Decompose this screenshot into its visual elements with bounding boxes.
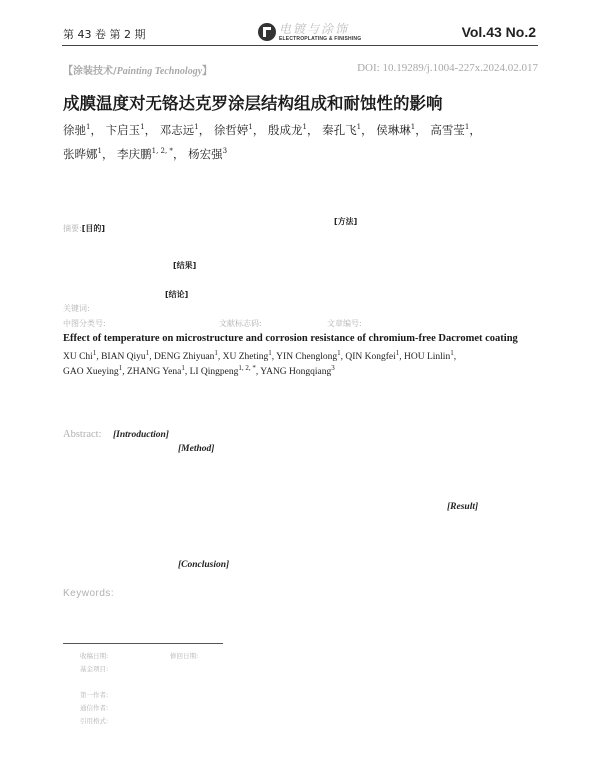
author-cn: 李庆鹏$^{1, 2, *}$ <box>117 147 173 161</box>
author-list-cn: 徐驰$^1$， 卞启玉$^1$， 邓志远$^1$， 徐哲婷$^1$， 殷成龙$^1$， 秦孔飞$^1$， 侯琳琳$^1$， 高雪莹$^1$， 张晔娜$^1$， 李庆鹏$^{1, 2, *}$， 杨宏强$^3$ <box>63 123 481 161</box>
doi[interactable]: DOI: 10.19289/j.1004-227x.2024.02.017 <box>357 62 538 74</box>
author-cn: 卞启玉$^1$ <box>105 123 145 137</box>
abstract-cn-head <box>63 216 105 235</box>
author-en: HOU Linlin$^1$ <box>404 348 454 362</box>
abstract-en-introduction-tag: [Introduction] <box>113 430 169 440</box>
corresponding-author-label: 通信作者: <box>80 704 109 712</box>
article-id-label: 文章编号: <box>327 319 362 328</box>
abstract-cn-objective-tag: [目的] <box>81 224 106 233</box>
journal-logo-en: ELECTROPLATING & FINISHING <box>279 35 362 42</box>
author-cn: 秦孔飞$^1$ <box>322 123 362 137</box>
abstract-cn-result-tag: [结果] <box>173 261 197 270</box>
author-en: XU Zheting$^1$ <box>222 348 272 362</box>
abstract-cn-label: 摘要: <box>63 224 82 233</box>
document-code-label: 文献标志码: <box>219 319 262 328</box>
author-en: XU Chi$^1$ <box>63 348 97 362</box>
author-en: ZHANG Yena$^1$ <box>126 363 185 377</box>
author-cn: 杨宏强$^3$ <box>188 147 228 161</box>
author-en: YIN Chenglong$^1$ <box>276 348 341 362</box>
author-en: LI Qingpeng$^{1, 2, *}$ <box>189 363 256 377</box>
author-en: QIN Kongfei$^1$ <box>345 348 400 362</box>
column-tag <box>63 62 212 77</box>
author-cn: 张晔娜$^1$ <box>63 147 102 161</box>
author-cn: 侯琳琳$^1$ <box>376 123 416 137</box>
author-en: YANG Hongqiang$^3$ <box>260 363 335 377</box>
abstract-en-method-tag: [Method] <box>178 444 215 454</box>
header-divider <box>62 45 538 46</box>
first-author-label: 第一作者: <box>80 691 109 699</box>
author-cn: 徐驰$^1$ <box>63 123 91 137</box>
abstract-en-conclusion-tag: [Conclusion] <box>178 560 230 570</box>
column-tag-en: Painting Technology <box>116 66 203 77</box>
fund-label: 基金项目: <box>80 665 109 673</box>
journal-issue: 第 43 卷 第 2 期 <box>63 28 146 41</box>
clc-number-label: 中图分类号: <box>63 319 106 328</box>
journal-logo <box>258 20 361 44</box>
abstract-en-label: Abstract: <box>63 429 102 440</box>
author-en: DENG Zhiyuan$^1$ <box>153 348 218 362</box>
author-cn: 邓志远$^1$ <box>159 123 199 137</box>
author-list-en: XU Chi$^1$, BIAN Qiyu$^1$, DENG Zhiyuan$^1$, XU Zheting$^1$, YIN Chenglong$^1$, QIN Kongfei$^1$, HOU Linlin$^1$, GAO Xueying$^1$, ZHANG Yena$^1$, LI Qingpeng$^{1, 2, *}$, YANG Hongqiang$^3$ <box>63 348 457 377</box>
journal-logo-cn: 电镀与涂饰 <box>279 21 350 36</box>
paper-title-en: Effect of temperature on microstructure and corrosion resistance of chromium-free Dacromet coating <box>63 333 518 344</box>
column-tag-open: 【涂装技术/ <box>63 66 117 77</box>
author-cn: 徐哲婷$^1$ <box>213 123 253 137</box>
abstract-cn-conclusion-tag: [结论] <box>165 290 189 299</box>
footnote-divider <box>63 643 223 644</box>
keywords-cn-label: 关键词: <box>63 304 90 313</box>
author-en: BIAN Qiyu$^1$ <box>101 348 150 362</box>
citation-format-label: 引用格式: <box>80 717 109 725</box>
author-en: GAO Xueying$^1$ <box>63 363 123 377</box>
abstract-cn-method-tag: [方法] <box>334 217 358 226</box>
revised-date-label: 修回日期: <box>170 652 199 660</box>
author-cn: 殷成龙$^1$ <box>268 123 307 137</box>
keywords-en-label: Keywords: <box>63 588 115 599</box>
author-cn: 高雪莹$^1$ <box>430 123 470 137</box>
journal-volume: Vol.43 No.2 <box>461 24 536 40</box>
paper-title-cn: 成膜温度对无铬达克罗涂层结构组成和耐蚀性的影响 <box>63 94 443 113</box>
column-tag-close: 】 <box>202 66 213 77</box>
received-date-label: 收稿日期: <box>80 652 109 660</box>
abstract-en-result-tag: [Result] <box>447 502 479 512</box>
journal-logo-icon <box>258 23 276 41</box>
